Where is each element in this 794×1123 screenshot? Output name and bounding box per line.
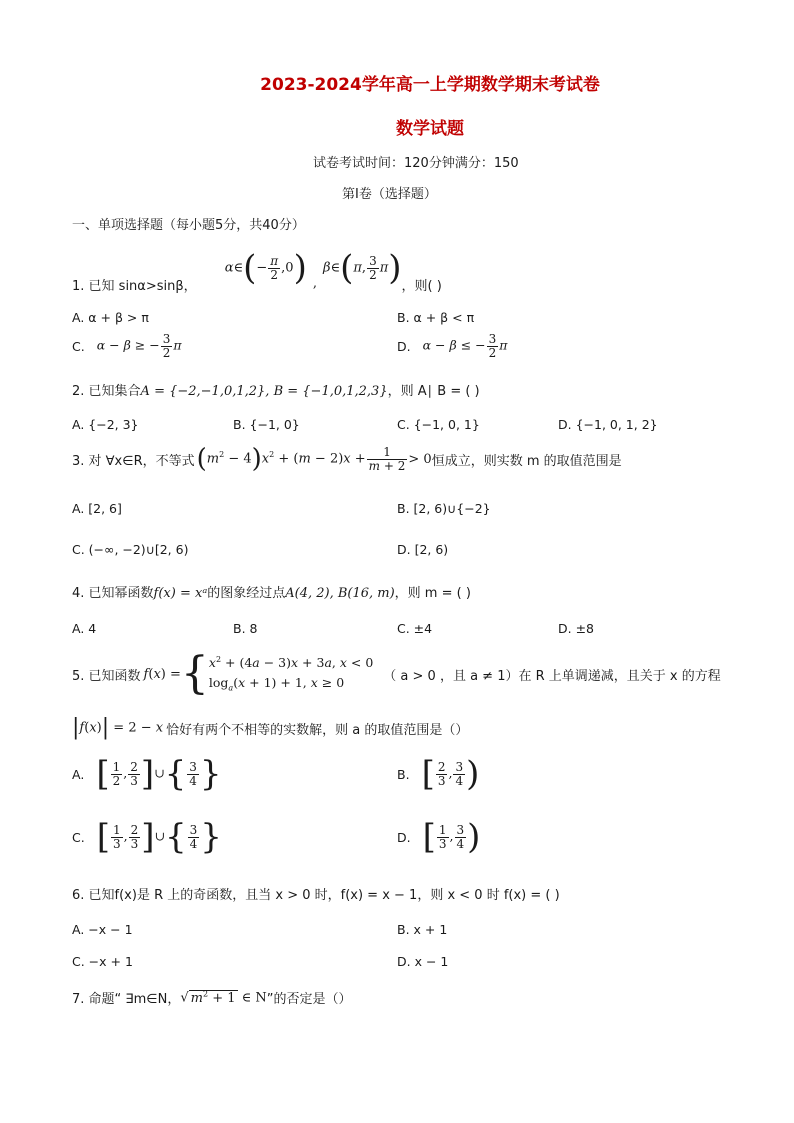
q7-sqrt-expression: √ $m^2 + 1$ ∈ N (180, 989, 267, 1006)
exam-info: 试卷考试时间：120分钟满分：150 (313, 156, 519, 171)
section-heading: 一、单项选择题（每小题5分，共40分） (72, 218, 305, 233)
q5-piecewise: $x^2 + (4a - 3)x + 3a$, x < 0 $\log_a(x + 1) + 1$, x ≥ 0 (208, 655, 374, 693)
exam-subtitle: 数学试题 (396, 119, 464, 139)
q1-suffix: ，则( ) (401, 278, 442, 294)
q3-option-d: D. [2, 6) (397, 542, 449, 557)
q4-option-a: A. 4 (72, 621, 97, 636)
q2-option-d: D. {−1, 0, 1, 2} (558, 417, 658, 432)
question-1: 1. 已知 sinα>sinβ， α∈(− $\frac{\pi}{2}$ ,0) , β∈(π, $\frac{3}{2}$ π) ，则( ) (72, 248, 442, 294)
q4-option-d: D. ±8 (558, 621, 594, 636)
q3-option-a: A. [2, 6] (72, 501, 122, 516)
q4-option-c: C. ±4 (397, 621, 433, 636)
q6-option-a: A. −x − 1 (72, 922, 133, 937)
q1-prefix: 1. 已知 sinα>sinβ， (72, 278, 197, 294)
q1-beta-range: β∈(π, $\frac{3}{2}$ π) (322, 248, 402, 288)
question-2: 2. 已知集合A = {−2,−1,0,1,2}, B = {−1,0,1,2,3}，则 A∣ B = ( ) (72, 384, 480, 399)
q3-option-c: C. (−∞, −2)∪[2, 6) (72, 542, 189, 557)
q3-option-b: B. [2, 6)∪{−2} (397, 501, 491, 516)
question-5: 5. 已知函数 f(x) = { $x^2 + (4a - 3)x + 3a$, x < 0 $\log_a(x + 1) + 1$, x ≥ 0 （ a > 0 ，且 a ≠ 1）在 R 上单调递减，且关于 x 的方程 (72, 648, 721, 699)
q6-option-c: C. −x + 1 (72, 954, 133, 969)
q2-option-a: A. {−2, 3} (72, 417, 139, 432)
q1-option-b: B. α + β < π (397, 310, 475, 325)
question-7: 7. 命题“ ∃m∈N， √ $m^2 + 1$ ∈ N ”的否定是（） (72, 989, 352, 1007)
q5-option-c: C. [ $\frac{1}{3}$ , $\frac{2}{3}$ ]∪{ $\frac{3}{4}$ } (72, 817, 222, 857)
q2-option-c: C. {−1, 0, 1} (397, 417, 480, 432)
q5-option-d: D. [ $\frac{1}{3}$ , $\frac{3}{4}$ ) (397, 817, 481, 857)
q2-option-b: B. {−1, 0} (233, 417, 300, 432)
q6-option-b: B. x + 1 (397, 922, 448, 937)
q6-option-d: D. x − 1 (397, 954, 449, 969)
q5-option-b: B. [ $\frac{2}{3}$ , $\frac{3}{4}$ ) (397, 754, 480, 794)
q1-option-a: A. α + β > π (72, 310, 149, 325)
question-5-line2: |f(x)| = 2 − x 恰好有两个不相等的实数解，则 a 的取值范围是（） (72, 715, 469, 740)
exam-title: 2023-2024学年高一上学期数学期末考试卷 (260, 75, 600, 95)
q1-alpha-range: α∈(− $\frac{\pi}{2}$ ,0) (224, 248, 307, 288)
q4-option-b: B. 8 (233, 621, 258, 636)
q1-option-d: D. α − β ≤ − $\frac{3}{2}$ π (397, 332, 508, 360)
part-title: 第Ⅰ卷（选择题） (342, 187, 437, 202)
question-3: 3. 对 ∀x∈R，不等式 $(m^2 - 4)x^2 + (m - 2)x$ + $\frac{1}{m + 2}$ > 0 恒成立，则实数 m 的取值范围是 (72, 444, 622, 475)
question-6: 6. 已知f(x)是 R 上的奇函数，且当 x > 0 时，f(x) = x − 1，则 x < 0 时 f(x) = ( ) (72, 888, 560, 903)
question-4: 4. 已知幂函数f(x) = xᵃ的图象经过点A(4, 2), B(16, m)，则 m = ( ) (72, 586, 471, 601)
q5-option-a: A. [ $\frac{1}{2}$ , $\frac{2}{3}$ ]∪{ $\frac{3}{4}$ } (72, 754, 222, 794)
q1-option-c: C. α − β ≥ − $\frac{3}{2}$ π (72, 332, 182, 360)
